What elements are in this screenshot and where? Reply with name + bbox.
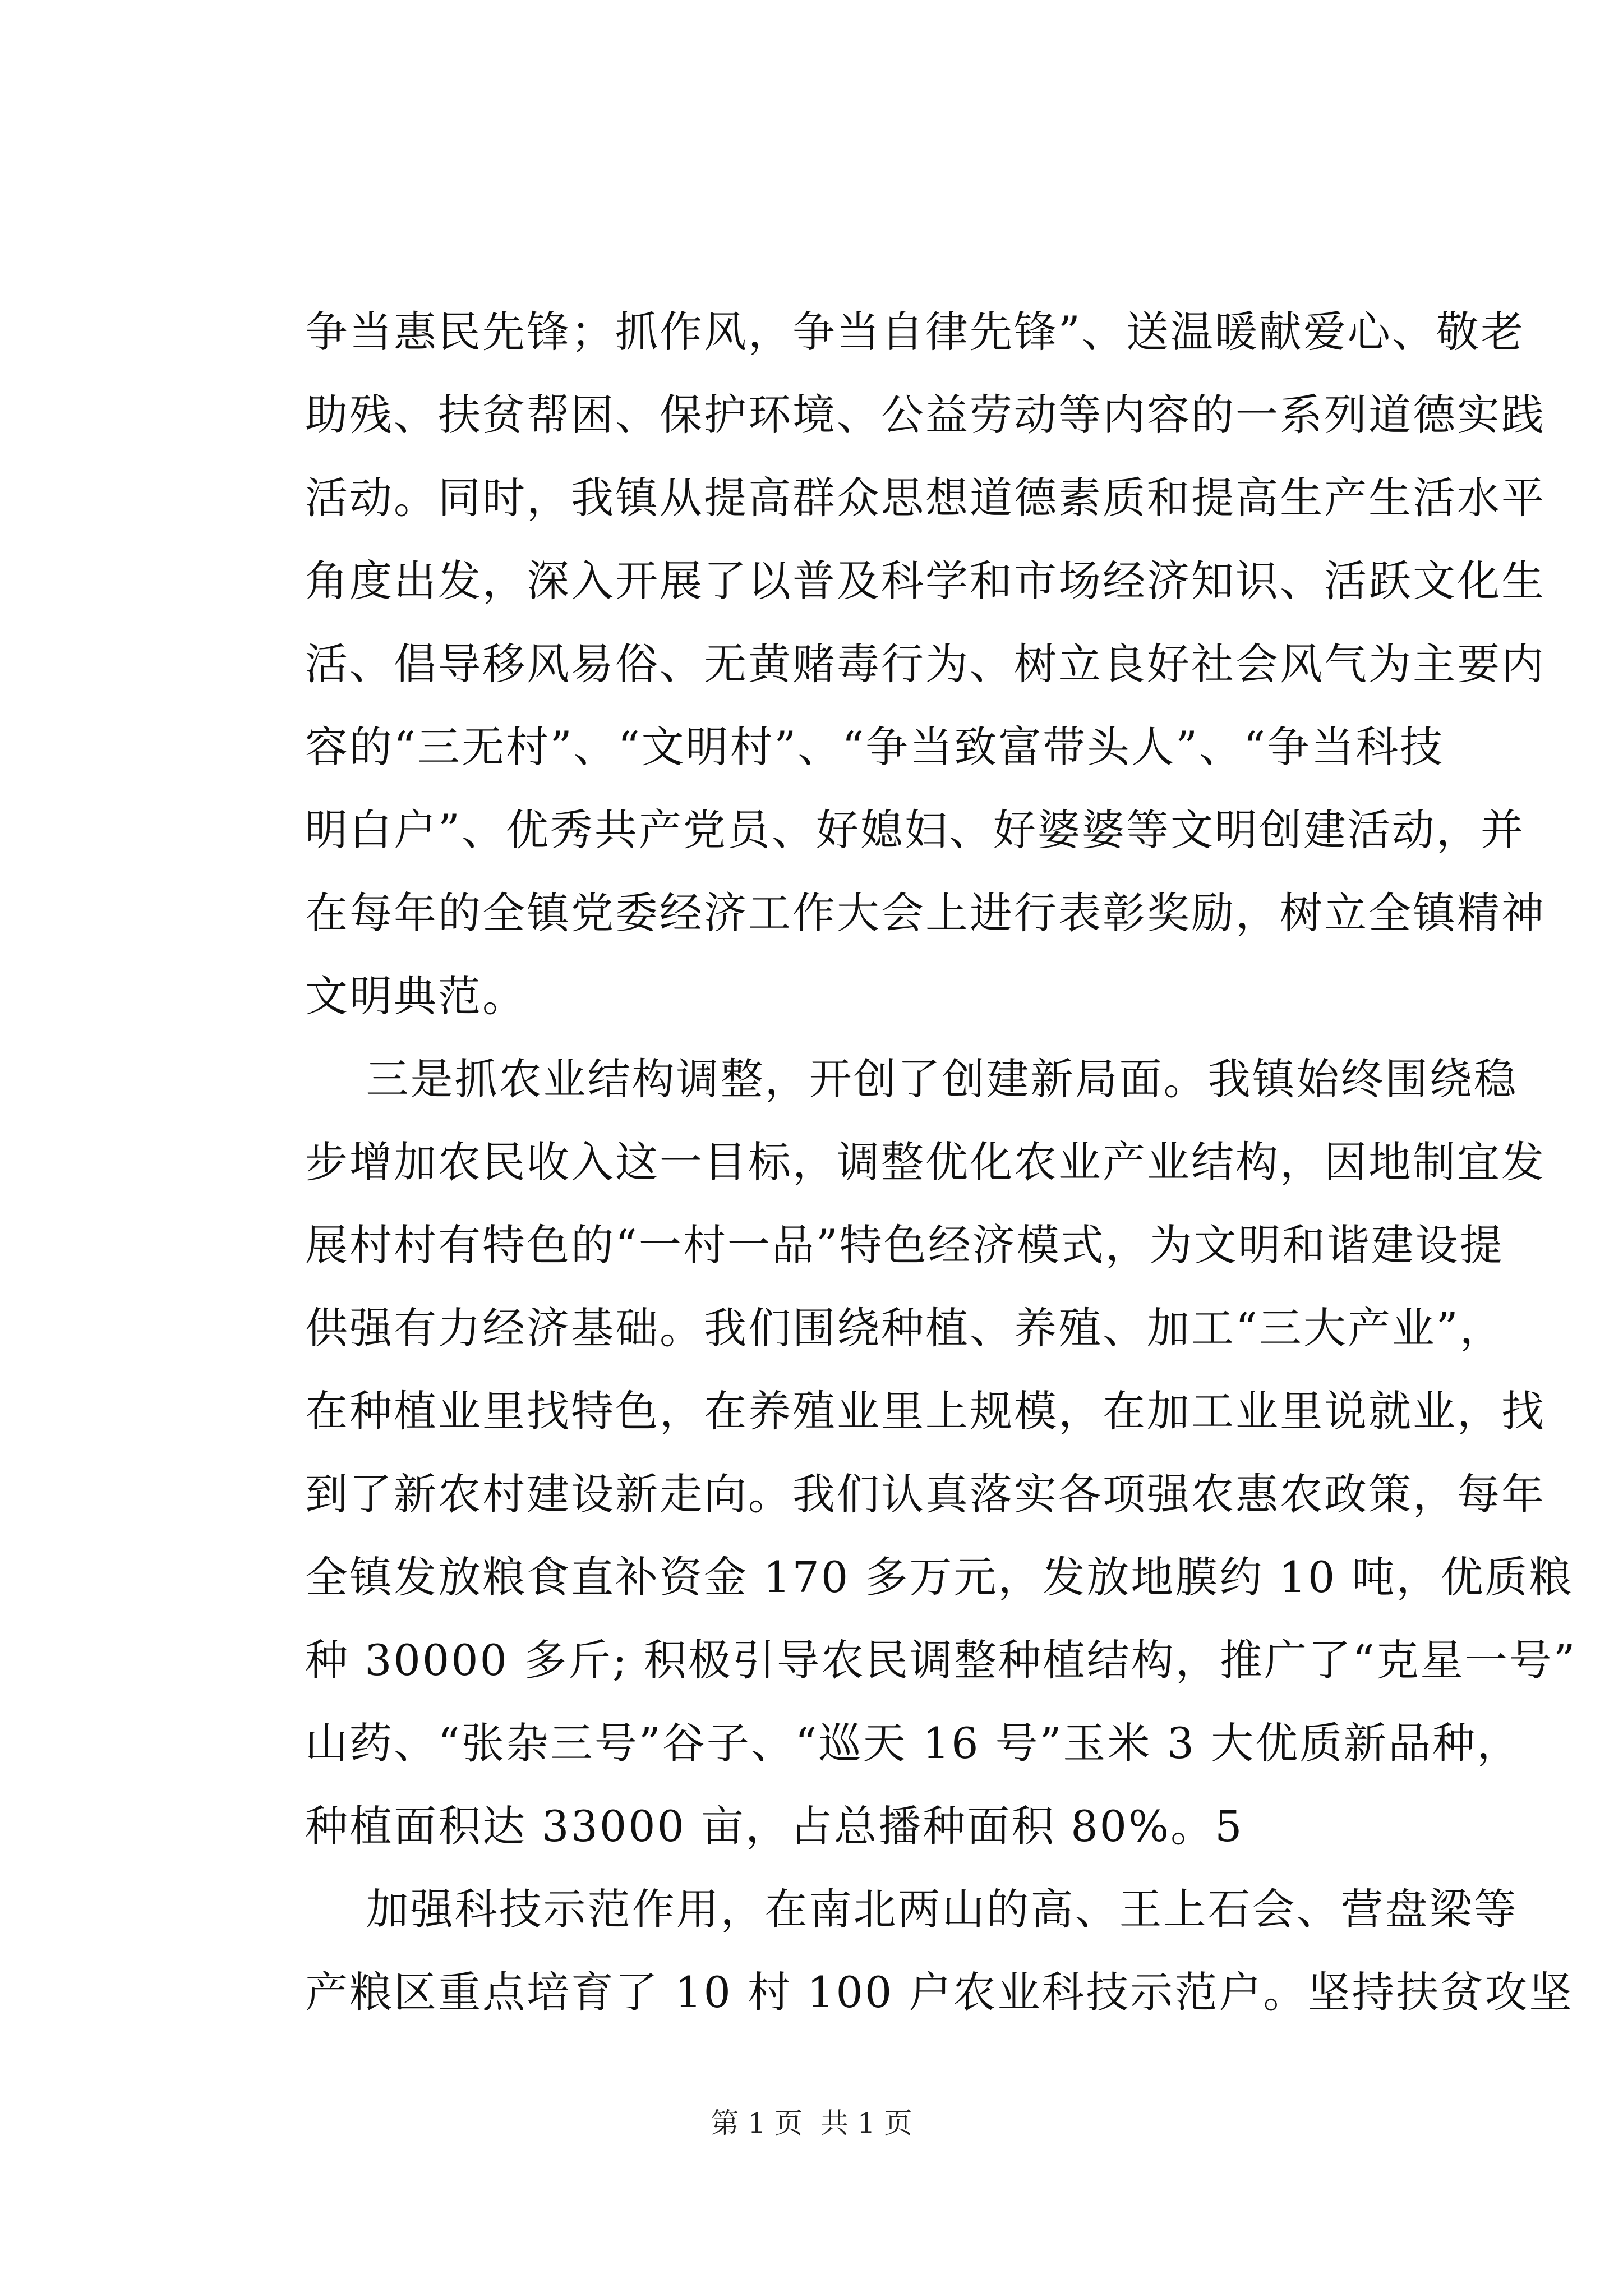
text-line: 种植面积达 33000 亩，占总播种面积 80%。5 [305, 1801, 1244, 1851]
text-line: 在每年的全镇党委经济工作大会上进行表彰奖励，树立全镇精神 [305, 888, 1546, 938]
text-line: 助残、扶贫帮困、保护环境、公益劳动等内容的一系列道德实践 [305, 390, 1546, 440]
text-line: 展村村有特色的“一村一品”特色经济模式，为文明和谐建设提 [305, 1220, 1504, 1270]
text-line: 活、倡导移风易俗、无黄赌毒行为、树立良好社会风气为主要内 [305, 639, 1546, 689]
text-line: 步增加农民收入这一目标，调整优化农业产业结构，因地制宜发 [305, 1137, 1546, 1187]
paragraph-1 [305, 291, 1546, 1038]
text-line: 容的“三无村”、“文明村”、“争当致富带头人”、“争当科技 [305, 722, 1444, 772]
text-line: 全镇发放粮食直补资金 170 多万元，发放地膜约 10 吨，优质粮 [305, 1552, 1574, 1602]
text-line: 产粮区重点培育了 10 村 100 户农业科技示范户。坚持扶贫攻坚 [305, 1967, 1574, 2017]
paragraph-2 [305, 1038, 1577, 1868]
text-line: 山药、“张杂三号”谷子、“巡天 16 号”玉米 3 大优质新品种， [305, 1718, 1521, 1768]
page-footer: 第 1 页 共 1 页 [711, 2107, 912, 2139]
text-line: 在种植业里找特色，在养殖业里上规模，在加工业里说就业，找 [305, 1386, 1546, 1436]
text-line: 文明典范。 [305, 971, 527, 1021]
text-line: 争当惠民先锋；抓作风，争当自律先锋”、送温暖献爱心、敬老 [305, 307, 1525, 357]
text-line: 加强科技示范作用，在南北两山的高、王上石会、营盘梁等 [305, 1884, 1518, 1934]
paragraph-3 [305, 1868, 1574, 2034]
text-line: 到了新农村建设新走向。我们认真落实各项强农惠农政策，每年 [305, 1469, 1546, 1519]
text-line: 活动。同时，我镇从提高群众思想道德素质和提高生产生活水平 [305, 473, 1546, 523]
text-line: 供强有力经济基础。我们围绕种植、养殖、加工“三大产业”， [305, 1303, 1504, 1353]
text-line: 明白户”、优秀共产党员、好媳妇、好婆婆等文明创建活动，并 [305, 805, 1525, 855]
text-line: 种 30000 多斤; 积极引导农民调整种植结构，推广了“克星一号” [305, 1635, 1577, 1685]
text-line: 三是抓农业结构调整，开创了创建新局面。我镇始终围绕稳 [305, 1054, 1518, 1104]
body-text [305, 291, 1577, 2034]
text-line: 角度出发，深入开展了以普及科学和市场经济知识、活跃文化生 [305, 556, 1546, 606]
